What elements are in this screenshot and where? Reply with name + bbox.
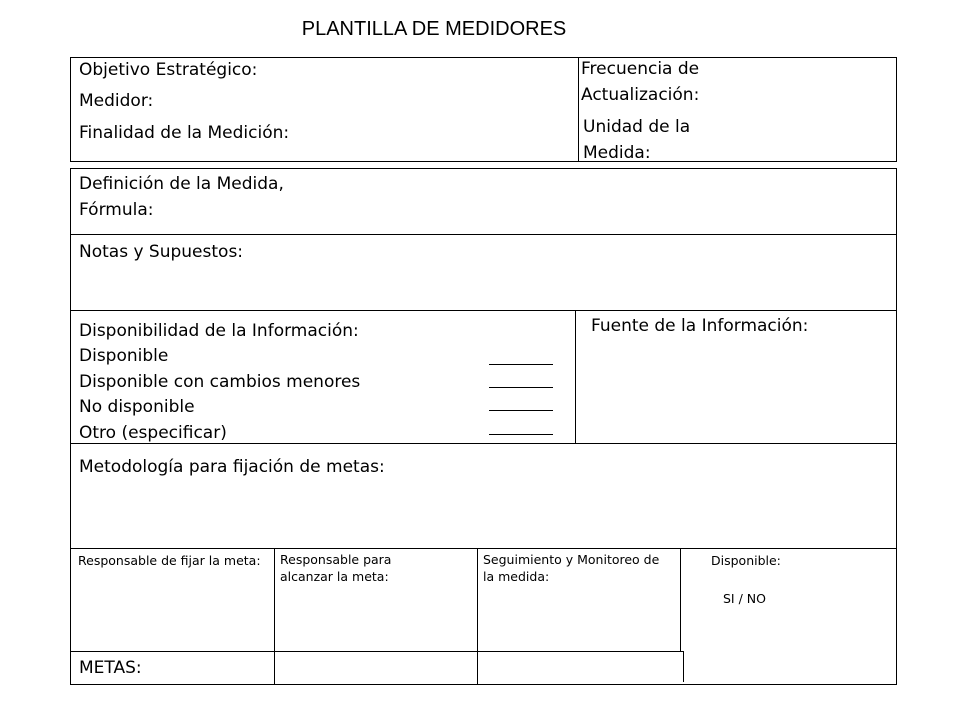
option-disponible: Disponible — [79, 346, 169, 366]
notas-label: Notas y Supuestos: — [79, 242, 244, 262]
blank-line-no-disponible[interactable] — [489, 410, 553, 411]
fuente-label: Fuente de la Información: — [591, 316, 809, 336]
divider-resp-3b — [683, 651, 684, 682]
metodologia-label: Metodología para fijación de metas: — [79, 457, 385, 477]
definicion-label: Definición de la Medida, Fórmula: — [79, 174, 284, 220]
option-otro: Otro (especificar) — [79, 423, 227, 443]
si-no-label: SI / NO — [723, 591, 766, 606]
divider-metas — [70, 651, 683, 652]
frecuencia-label: Frecuencia de Actualización: — [581, 59, 700, 105]
page-title: PLANTILLA DE MEDIDORES — [301, 18, 567, 40]
resp-fijar-label: Responsable de fijar la meta: — [78, 553, 261, 568]
divider-metodologia — [70, 548, 897, 549]
unidad-label: Unidad de la Medida: — [583, 117, 691, 163]
option-cambios-menores: Disponible con cambios menores — [79, 372, 361, 392]
objetivo-label: Objetivo Estratégico: — [79, 60, 258, 80]
divider-disponibilidad — [70, 443, 897, 444]
divider-fuente — [575, 310, 576, 443]
header-divider — [578, 57, 579, 162]
disponibilidad-heading: Disponibilidad de la Información: — [79, 321, 359, 341]
finalidad-label: Finalidad de la Medición: — [79, 123, 290, 143]
blank-line-cambios-menores[interactable] — [489, 387, 553, 388]
metas-label: METAS: — [79, 658, 142, 678]
medidor-label: Medidor: — [79, 91, 154, 111]
divider-definicion — [70, 234, 897, 235]
divider-notas — [70, 310, 897, 311]
divider-resp-2 — [477, 548, 478, 685]
disponible-label: Disponible: — [711, 553, 781, 568]
blank-line-disponible[interactable] — [489, 364, 553, 365]
option-no-disponible: No disponible — [79, 397, 195, 417]
seguimiento-label: Seguimiento y Monitoreo de la medida: — [483, 552, 660, 584]
divider-resp-1 — [274, 548, 275, 685]
divider-resp-3 — [680, 548, 681, 651]
blank-line-otro[interactable] — [489, 434, 553, 435]
resp-alcanzar-label: Responsable para alcanzar la meta: — [280, 552, 392, 584]
